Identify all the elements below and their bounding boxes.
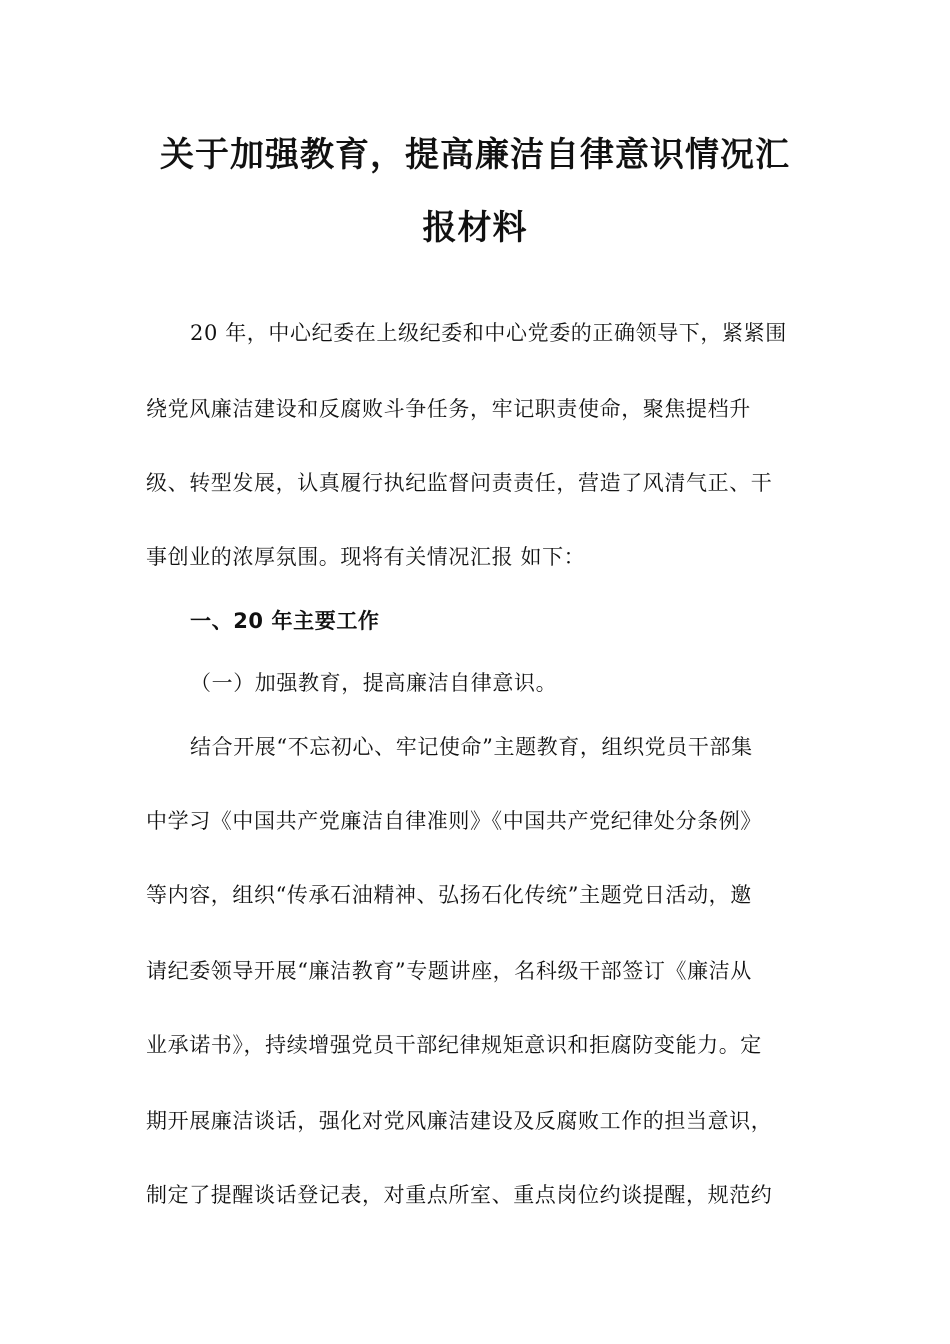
paragraph-line: 制定了提醒谈话登记表，对重点所室、重点岗位约谈提醒，规范约 [146,1183,773,1207]
paragraph-line: 中学习《中国共产党廉洁自律准则》《中国共产党纪律处分条例》 [146,809,762,833]
paragraph-line: 绕党风廉洁建设和反腐败斗争任务，牢记职责使命，聚焦提档升 [146,397,751,421]
subsection-heading: （一）加强教育，提高廉洁自律意识。 [190,671,558,695]
paragraph-line: 级、转型发展，认真履行执纪监督问责责任，营造了风清气正、干 [146,471,773,495]
paragraph-line: 等内容，组织“传承石油精神、弘扬石化传统”主题党日活动，邀 [146,883,752,907]
document-title-line-2: 报材料 [422,208,528,248]
paragraph-line: 事创业的浓厚氛围。现将有关情况汇报 如下： [146,545,586,569]
paragraph-line: 请纪委领导开展“廉洁教育”专题讲座，名科级干部签订《廉洁从 [146,959,752,983]
paragraph-line: 期开展廉洁谈话，强化对党风廉洁建设及反腐败工作的担当意识， [146,1109,773,1133]
document-title-line-1: 关于加强教育，提高廉洁自律意识情况汇 [160,135,790,175]
section-heading: 一、20 年主要工作 [190,609,380,633]
paragraph-line: 20 年，中心纪委在上级纪委和中心党委的正确领导下，紧紧围 [190,321,787,345]
paragraph-line: 业承诺书》，持续增强党员干部纪律规矩意识和拒腐防变能力。定 [146,1033,762,1057]
paragraph-line: 结合开展“不忘初心、牢记使命”主题教育，组织党员干部集 [190,735,753,759]
